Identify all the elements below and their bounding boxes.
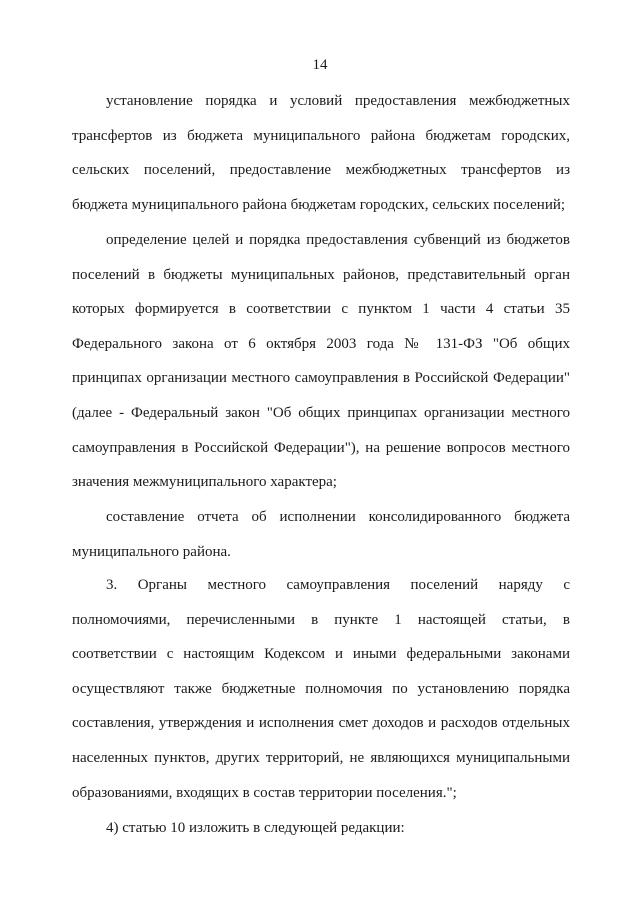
paragraph-1: установление порядка и условий предоставления межбюджетных трансфертов из бюджета муниципального района бюджетам городских, сельских поселений, предоставление межбюджетных трансфертов из бюджета муниципального района бюджетам городских, сельских поселений; — [72, 93, 570, 213]
page-number: 14 — [312, 57, 328, 73]
paragraph-4: 3. Органы местного самоуправления поселений наряду с полномочиями, перечисленными в пункте 1 настоящей статьи, в соответствии с настоящим Кодексом и иными федеральными законами осуществляют также бюджетные полномочия по установлению порядка составления, утверждения и исполнения смет доходов и расходов отдельных населенных пунктов, других территорий, не являющихся муниципальными образованиями, входящих в состав территории поселения."; — [72, 577, 570, 801]
paragraph-3: составление отчета об исполнении консолидированного бюджета муниципального района. — [72, 509, 570, 560]
paragraph-2: определение целей и порядка предоставления субвенций из бюджетов поселений в бюджеты муниципальных районов, представительный орган которых формируется в соответствии с пунктом 1 части 4 статьи 35 Федерального закона от 6 октября 2003 года № 131-ФЗ "Об общих принципах организации местного самоуправления в Российской Федерации" (далее - Федеральный закон "Об общих принципах организации местного самоуправления в Российской Федерации"), на решение вопросов местного значения межмуниципального характера; — [72, 232, 570, 491]
paragraph-5: 4) статью 10 изложить в следующей редакции: — [106, 820, 405, 836]
